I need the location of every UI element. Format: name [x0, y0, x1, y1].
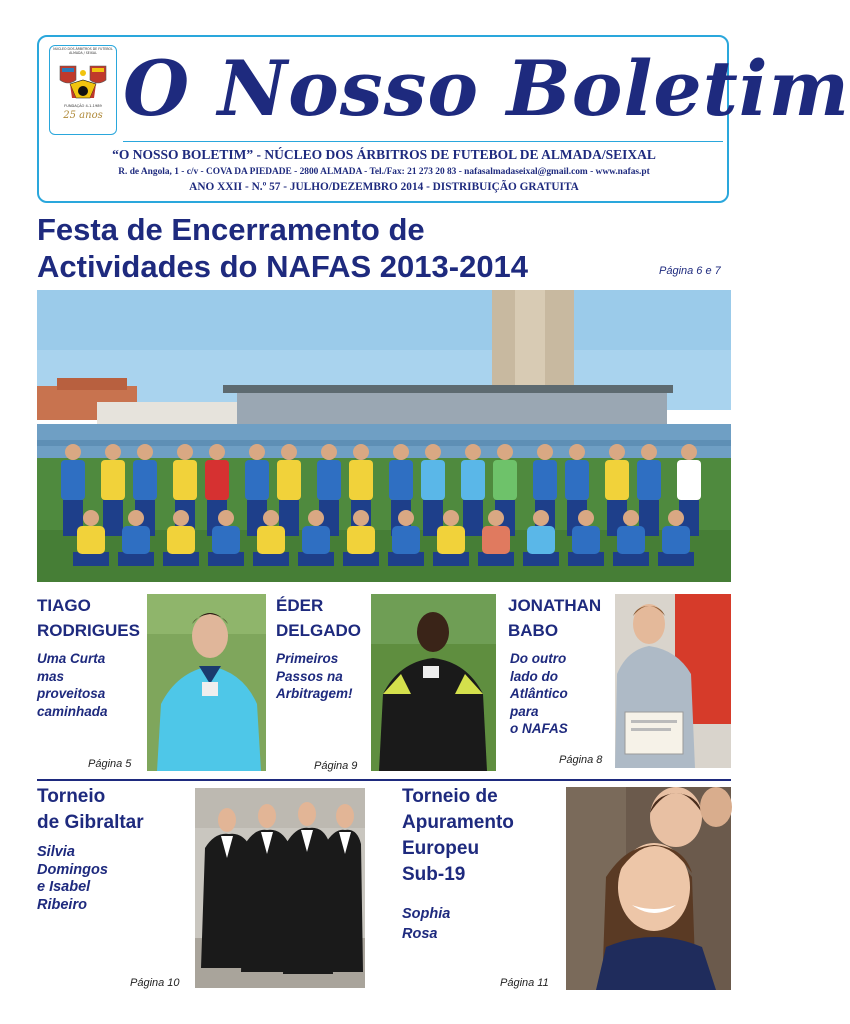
title-line: Torneio de [402, 786, 498, 807]
profile-eder [276, 593, 376, 643]
gibraltar-desc [37, 844, 157, 914]
page-ref-5: Página 5 [88, 758, 132, 770]
desc-line: Uma Curta [37, 651, 106, 666]
page-ref-8: Página 8 [559, 754, 603, 766]
profile-jonathan [508, 593, 618, 643]
desc-line: Passos na [276, 668, 343, 684]
title-line: Sub-19 [402, 864, 466, 885]
logo-text: NÚCLEO DOS ÁRBITROS DE FUTEBOL ALMADA / SEIXAL [53, 47, 113, 55]
title-line: Torneio [37, 786, 106, 807]
desc-line: Sophia [402, 906, 451, 922]
u19-desc [402, 904, 522, 944]
desc-line: proveitosa [37, 686, 106, 701]
desc-line: caminhada [37, 703, 108, 719]
title-line: Europeu [402, 838, 480, 859]
gibraltar-title [37, 784, 197, 836]
profile-name-last: DELGADO [276, 621, 361, 640]
photo-sophia-rosa [566, 787, 731, 990]
newsletter-title: O Nosso Boletim [123, 44, 850, 133]
photo-gibraltar-referees [195, 788, 365, 988]
desc-line: Rosa [402, 926, 438, 942]
main-headline [37, 211, 677, 285]
masthead-subtitle: “O NOSSO BOLETIM” - NÚCLEO DOS ÁRBITROS DE FUTEBOL DE ALMADA/SEIXAL [112, 147, 656, 162]
page-ref-11: Página 11 [500, 977, 549, 989]
desc-line: Arbitragem! [276, 686, 353, 701]
desc-line: para [510, 703, 539, 719]
desc-line: mas [37, 668, 65, 684]
desc-line: o NAFAS [510, 721, 568, 736]
title-line: de Gibraltar [37, 812, 144, 833]
page-ref-10: Página 10 [130, 977, 180, 989]
masthead [37, 35, 850, 203]
profile-tiago [37, 593, 157, 643]
issue-info: ANO XXII - N.º 57 - JULHO/DEZEMBRO 2014 - DISTRIBUIÇÃO GRATUITA [189, 181, 579, 193]
logo-foundation: FUNDAÇÃO 4-1-1989 [64, 104, 102, 108]
page-ref-9: Página 9 [314, 760, 358, 772]
u19-title [402, 784, 572, 888]
desc-line: Primeiros [276, 651, 339, 666]
profile-name-last: RODRIGUES [37, 621, 140, 640]
headline-line-2: Actividades do NAFAS 2013-2014 [37, 249, 529, 284]
masthead-rule [123, 141, 723, 142]
title-line: Apuramento [402, 812, 514, 833]
desc-line: Atlântico [510, 686, 568, 701]
profile-name-first: JONATHAN [508, 596, 602, 615]
photo-eder-delgado [371, 594, 496, 771]
headline-page-ref: Página 6 e 7 [659, 265, 721, 277]
desc-line: Domingos [37, 861, 108, 878]
profile-name-first: ÉDER [276, 596, 324, 615]
profile-eder-desc [276, 650, 376, 703]
desc-line: Silvia [37, 844, 75, 860]
photo-jonathan-babo [615, 594, 731, 768]
desc-line: Ribeiro [37, 896, 87, 913]
profile-jonathan-desc [510, 650, 610, 738]
profile-name-last: BABO [508, 621, 559, 640]
headline-line-1: Festa de Encerramento de [37, 212, 425, 247]
photo-tiago-rodrigues [147, 594, 266, 771]
profile-tiago-desc [37, 650, 147, 720]
section-divider [37, 779, 731, 781]
masthead-address: R. de Angola, 1 - c/v - COVA DA PIEDADE - 2800 ALMADA - Tel./Fax: 21 273 20 83 - nafasalmadaseixal@gmail.com - www.nafas.pt [118, 167, 650, 177]
profile-name-first: TIAGO [37, 596, 91, 615]
anniversary-mark: 25 anos [63, 110, 103, 121]
crest-icon [50, 46, 116, 134]
nafas-logo [49, 45, 117, 135]
desc-line: Do outro [510, 651, 567, 666]
team-photo [37, 290, 731, 582]
desc-line: lado do [510, 668, 558, 684]
desc-line: e Isabel [37, 879, 91, 895]
